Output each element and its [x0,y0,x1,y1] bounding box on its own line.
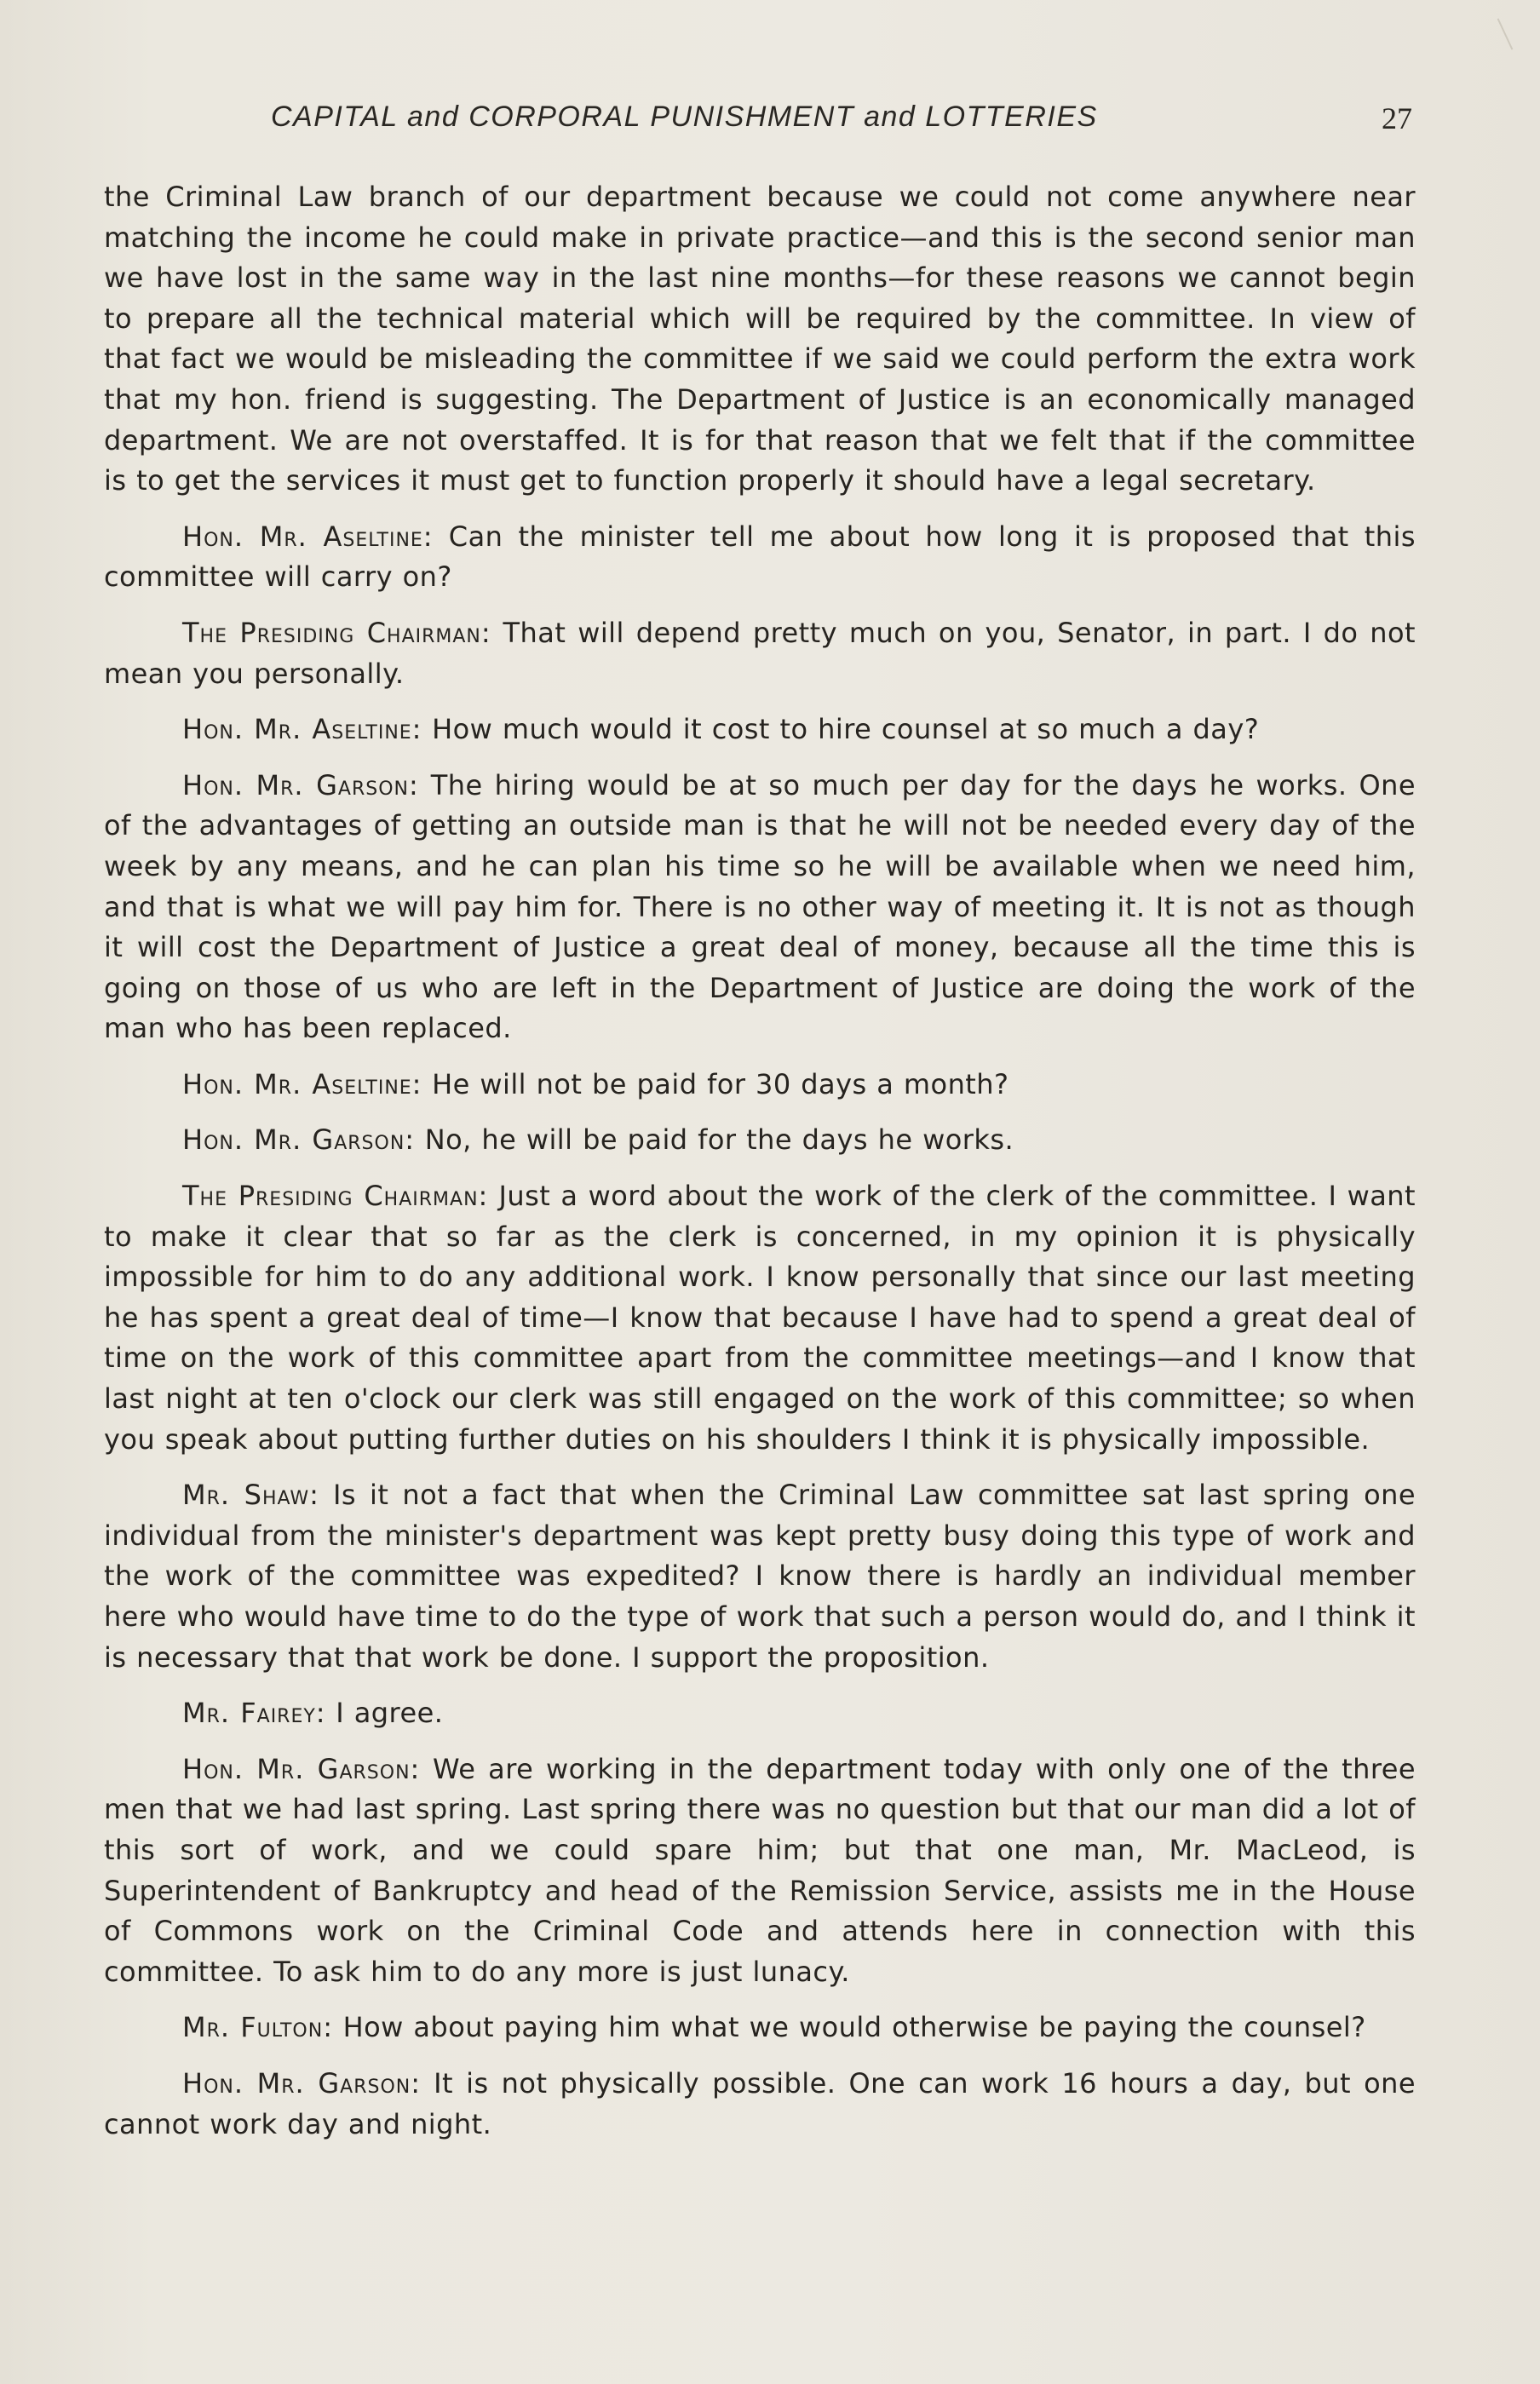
paragraph-text: He will not be paid for 30 days a month? [422,1067,1009,1100]
paragraph-text: Is it not a fact that when the Criminal Law committee sat last spring one individual from the minister's department was kept pretty busy doing this type of work and the work of the committee was expedited? I know there is hardly an individual member here who would have time to do the type of work that such a person would do, and I think it is necessary that that work be done. I support the proposition. [104,1479,1416,1674]
speaker-name: Hon. Mr. Garson: [182,1123,416,1157]
paragraph-text: The hiring would be at so much per day for the days he works. One of the advantages of getting an outside man is that he will not be needed every day of the week by any means, and he can plan his time so he will be available when we need him, and that is what we will pay him for. There is no other way of meeting it. It is not as though it will cost the Department of Justice a great deal of money, because all the time this is going on those of us who are left in the Department of Justice are doing the work of the man who has been replaced. [104,768,1416,1045]
paragraph [104,2064,1416,2145]
running-title: CAPITAL and CORPORAL PUNISHMENT and LOTTERIES [271,101,1098,133]
paragraph [104,709,1416,750]
speaker-name: Hon. Mr. Garson: [182,1752,421,1785]
speaker-name: Hon. Mr. Garson: [182,2066,422,2100]
speaker-name: The Presiding Chairman: [182,1180,489,1213]
paragraph-text: No, he will be paid for the days he works. [415,1123,1014,1157]
paragraph [104,2008,1416,2048]
speaker-name: Mr. Fulton: [182,2011,333,2044]
paragraph-text: It is not physically possible. One can work 16 hours a day, but one cannot work day and night. [104,2066,1416,2140]
paragraph [104,177,1416,502]
speaker-name: Hon. Mr. Aseltine: [182,520,434,553]
paragraph [104,1065,1416,1106]
body-text [104,177,1416,2160]
paragraph [104,613,1416,694]
speaker-name: Mr. Shaw: [182,1479,319,1512]
page-number: 27 [1382,101,1412,135]
paragraph-text: How about paying him what we would otherwise be paying the counsel? [332,2011,1366,2044]
page-edge-mark [1497,18,1514,49]
speaker-name: Hon. Mr. Aseltine: [182,1067,422,1100]
paragraph-text: the Criminal Law branch of our department because we could not come anywhere near matching the income he could make in private practice—and this is the second senior man we have lost in the same way in the last nine months—for these reasons we cannot begin to prepare all the technical material which will be required by the committee. In view of that fact we would be misleading the committee if we said we could perform the extra work that my hon. friend is suggesting. The Department of Justice is an economically managed department. We are not overstaffed. It is for that reason that we felt that if the committee is to get the services it must get to function properly it should have a legal secretary. [104,181,1416,497]
speaker-name: The Presiding Chairman: [182,616,491,649]
paragraph-text: We are working in the department today with only one of the three men that we had last spring. Last spring there was no question but that our man did a lot of this sort of work, and we could spare him; but that one man, Mr. MacLeod, is Superintendent of Bankruptcy and head of the Remission Service, assists me in the House of Commons work on the Criminal Code and attends here in connection with this committee. To ask him to do any more is just lunacy. [104,1752,1416,1988]
paragraph-text: How much would it cost to hire counsel at so much a day? [422,713,1260,746]
paragraph [104,517,1416,598]
paragraph [104,1475,1416,1678]
paragraph-text: Just a word about the work of the clerk of the committee. I want to make it clear that so far as the clerk is concerned, in my opinion it is physically impossible for him to do any additional work. I know personally that since our last meeting he has spent a great deal of time—I know that because I have had to spend a great deal of time on the work of this committee apart from the committee meetings—and I know that last night at ten o'clock our clerk was still engaged on the work of this committee; so when you speak about putting further duties on his shoulders I think it is physically impossible. [104,1180,1416,1456]
paragraph [104,1120,1416,1161]
speaker-name: Hon. Mr. Garson: [182,768,419,801]
speaker-name: Mr. Fairey: [182,1697,326,1730]
paragraph [104,1176,1416,1460]
paragraph [104,1693,1416,1734]
speaker-name: Hon. Mr. Aseltine: [182,713,422,746]
paragraph-text: That will depend pretty much on you, Senator, in part. I do not mean you personally. [104,616,1416,690]
paragraph [104,1749,1416,1993]
page-header [271,101,1412,152]
paragraph [104,766,1416,1049]
paragraph-text: Can the minister tell me about how long it is proposed that this committee will carry on? [104,520,1416,594]
paragraph-text: I agree. [325,1697,444,1730]
